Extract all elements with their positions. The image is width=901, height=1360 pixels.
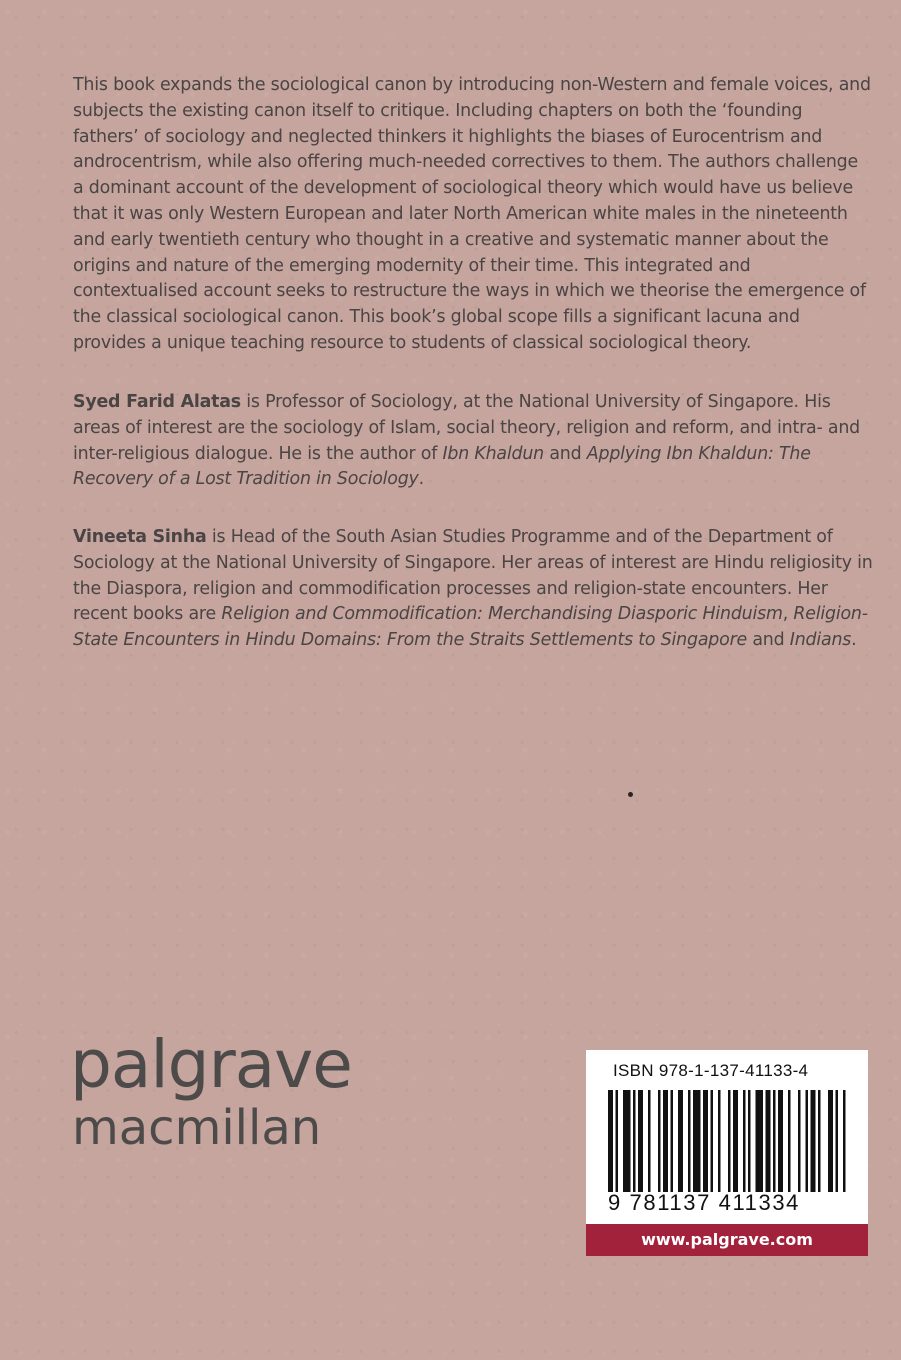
barcode-bar <box>718 1090 721 1192</box>
logo-palgrave: palgrave <box>70 1026 352 1103</box>
barcode-bar <box>728 1090 731 1192</box>
barcode-bar <box>733 1090 738 1192</box>
author-bio-sinha <box>73 525 873 654</box>
barcode-bar <box>688 1090 691 1192</box>
barcode-bar <box>608 1090 613 1192</box>
bio-text: is Professor of Sociology, at the National University of Singapore. His areas of interest are the sociology of Islam, social theory, religion and reform, and intra- and inter-religious dialogue. He is the author of <box>73 392 860 464</box>
bio-text: is Head of the South Asian Studies Programme and of the Department of Sociology at the National University of Singapore. Her areas of interest are Hindu religiosity in the Diaspora, religion and commodification processes and religion-state encounters. Her recent books are <box>73 527 873 625</box>
barcode-bar <box>811 1090 816 1192</box>
barcode-bar <box>818 1090 821 1192</box>
description-text: This book expands the sociological canon by introducing non-Western and female voices, and subjects the existing canon itself to critique. Including chapters on both the ‘founding fathers’ of sociology and neglected thinkers it highlights the biases of Eurocentrism and androcentrism, while also offering much-needed correctives to them. The authors challenge a dominant account of the development of sociological theory which would have us believe that it was only Western European and later North American white males in the nineteenth and early twentieth century who thought in a creative and systematic manner about the origins and nature of the emerging modernity of their time. This integrated and contextualised account seeks to restructure the ways in which we theorise the emergence of the classical sociological canon. This book’s global scope fills a significant lacuna and provides a unique teaching resource to students of classical sociological theory. <box>73 75 871 353</box>
barcode-bar <box>663 1090 668 1192</box>
barcode-bar <box>678 1090 683 1192</box>
barcode-bar <box>766 1090 771 1192</box>
barcode-bar <box>788 1090 791 1192</box>
barcode-bar <box>778 1090 783 1192</box>
bio-text: and <box>544 443 587 464</box>
barcode-bar <box>616 1090 619 1192</box>
logo-macmillan: macmillan <box>72 1100 322 1156</box>
bio-text: . <box>851 630 857 651</box>
barcode-bar <box>798 1090 801 1192</box>
barcode-bar <box>648 1090 651 1192</box>
bio-text: , <box>782 604 794 625</box>
barcode-bar <box>748 1090 751 1192</box>
author-name: Syed Farid Alatas <box>73 392 241 412</box>
barcode-bar <box>703 1090 708 1192</box>
barcode-bar <box>671 1090 674 1192</box>
barcode-bar <box>693 1090 701 1192</box>
book-title: Religion and Commodification: Merchandising Diasporic Hinduism <box>221 604 783 625</box>
barcode-bar <box>828 1090 833 1192</box>
barcode-bar <box>836 1090 839 1192</box>
bio-text: and <box>747 630 790 651</box>
isbn-barcode-box <box>586 1050 868 1256</box>
publisher-logo <box>70 1026 352 1156</box>
barcode-bar <box>633 1090 636 1192</box>
paper-speck <box>628 792 633 797</box>
author-name: Vineeta Sinha <box>73 527 207 547</box>
bio-text: . <box>418 469 424 490</box>
barcode-bar <box>806 1090 809 1192</box>
publisher-url: www.palgrave.com <box>586 1224 868 1256</box>
book-title: Ibn Khaldun <box>442 443 544 464</box>
barcode-digits: 9 781137 411334 <box>608 1190 801 1215</box>
barcode-bar <box>773 1090 776 1192</box>
book-title: Applying Ibn Khaldun: The Recovery of a Lost Tradition in Sociology <box>73 443 811 490</box>
author-bio-alatas <box>73 390 873 493</box>
barcode-bar <box>711 1090 714 1192</box>
book-description <box>73 73 873 357</box>
barcode-bar <box>756 1090 764 1192</box>
barcode-bars <box>608 1090 848 1192</box>
barcode-bar <box>638 1090 643 1192</box>
isbn-label: ISBN 978-1-137-41133-4 <box>613 1061 809 1080</box>
barcode-bar <box>743 1090 746 1192</box>
barcode-bar <box>658 1090 661 1192</box>
book-title: Indians <box>789 630 852 651</box>
barcode-bar <box>623 1090 631 1192</box>
book-title: Religion-State Encounters in Hindu Domains: From the Straits Settlements to Singapore <box>73 604 868 651</box>
barcode-bar <box>843 1090 846 1192</box>
